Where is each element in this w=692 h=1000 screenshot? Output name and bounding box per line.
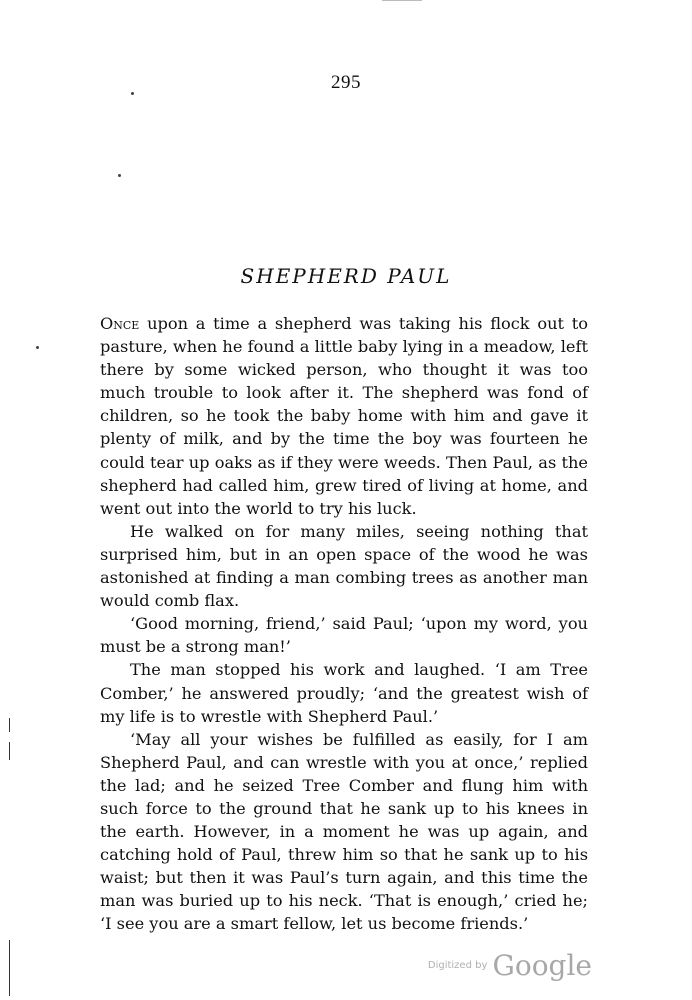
scan-speck (131, 92, 134, 95)
watermark-brand: Google (492, 949, 592, 982)
story-text (100, 312, 588, 936)
scan-speck (118, 174, 121, 177)
scan-edge-mark (9, 718, 10, 732)
chapter-title: SHEPHERD PAUL (240, 264, 452, 288)
scan-edge-mark (9, 940, 10, 996)
paragraph-5: ‘May all your wishes be fulfilled as easily, for I am Shepherd Paul, and can wrestle with you at once,’ replied the lad; and he seized Tree Comber and flung him with such force to the ground that he sank up to his knees in the earth. However, in a moment he was up again, and catching hold of Paul, threw him so that he sank up to his waist; but then it was Paul’s turn again, and this time the man was buried up to his neck. ‘That is enough,’ cried he; ‘I see you are a smart fellow, let us become friends.’ (100, 729, 588, 934)
paragraph-1 (100, 312, 588, 520)
scan-edge-mark (382, 0, 422, 1)
paragraph-1-text: upon a time a shepherd was taking his flock out to pasture, when he found a little baby lying in a meadow, left there by some wicked person, who thought it was too much trouble to look after it. The shepherd was fond of children, so he took the baby home with him and gave it plenty of milk, and by the time the boy was fourteen he could tear up oaks as if they were weeds. Then Paul, as the shepherd had called him, grew tired of living at home, and went out into the world to try his luck. (100, 314, 588, 518)
paragraph-3: ‘Good morning, friend,’ said Paul; ‘upon my word, you must be a strong man!’ (100, 614, 588, 657)
watermark-prefix: Digitized by (427, 960, 488, 971)
scan-speck (36, 346, 39, 349)
scan-edge-mark (9, 742, 10, 760)
paragraph-lead-word: Once (100, 314, 140, 333)
page-number: 295 (331, 72, 361, 93)
digitized-watermark (428, 949, 592, 982)
paragraph-4: The man stopped his work and laughed. ‘I am Tree Comber,’ he answered proudly; ‘and the greatest wish of my life is to wrestle with Shepherd Paul.’ (100, 660, 588, 726)
paragraph-2: He walked on for many miles, seeing nothing that surprised him, but in an open space of the wood he was astonished at finding a man combing trees as another man would comb flax. (100, 521, 588, 611)
